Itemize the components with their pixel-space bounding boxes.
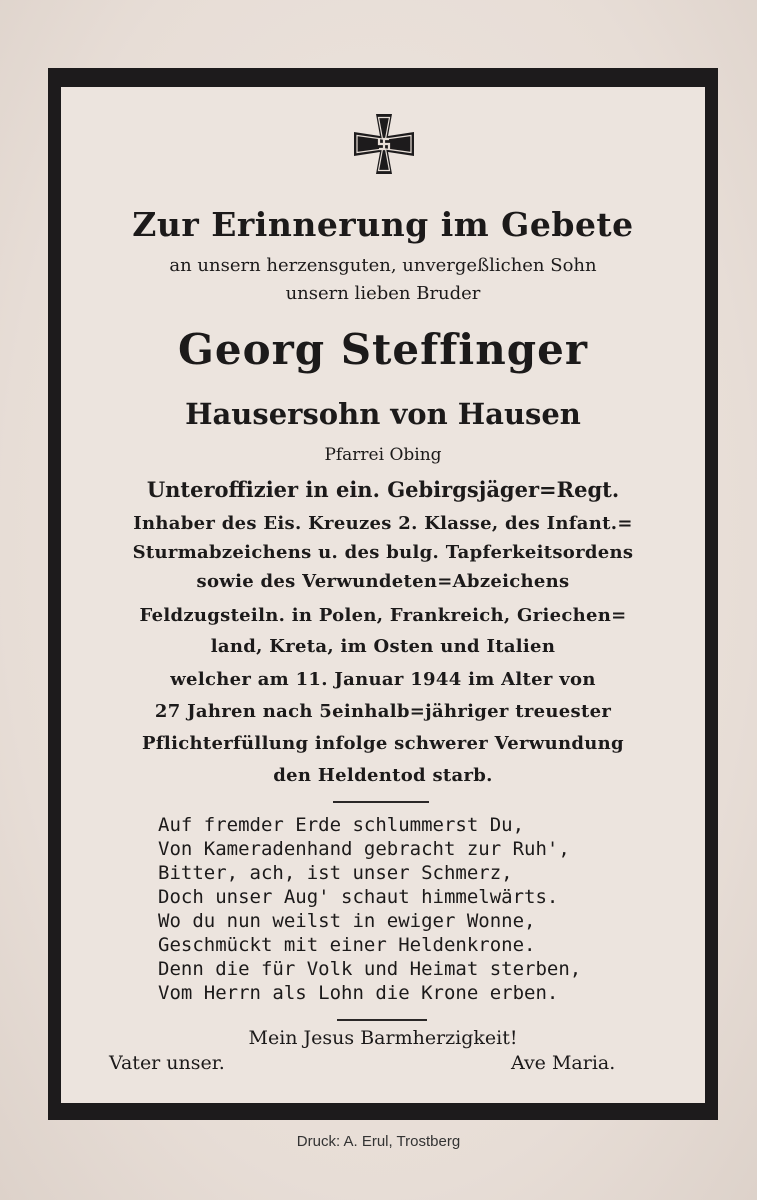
mourning-frame-left: [48, 68, 61, 1118]
poem-line: Vom Herrn als Lohn die Krone erben.: [158, 982, 559, 1004]
memorial-poem: [158, 813, 638, 1005]
prayer-line: Mein Jesus Barmherzigkeit!: [248, 1027, 518, 1049]
deceased-name: Georg Steffinger: [177, 325, 589, 374]
parish-line: Pfarrei Obing: [324, 445, 442, 465]
biography-line: Feldzugsteiln. in Polen, Frankreich, Griechen=: [139, 605, 627, 626]
biography-line: land, Kreta, im Osten und Italien: [210, 636, 556, 657]
dedication-line-2: unsern lieben Bruder: [285, 283, 481, 304]
biography-line: welcher am 11. Januar 1944 im Alter von: [170, 669, 596, 690]
dedication-line-1: an unsern herzensguten, unvergeßlichen Sohn: [169, 255, 597, 276]
poem-line: Von Kameradenhand gebracht zur Ruh',: [158, 838, 570, 860]
poem-line: Wo du nun weilst in ewiger Wonne,: [158, 910, 536, 932]
poem-line: Geschmückt mit einer Heldenkrone.: [158, 934, 536, 956]
biography-line: Inhaber des Eis. Kreuzes 2. Klasse, des Infant.=: [133, 513, 633, 534]
separator-rule: [333, 801, 429, 803]
mourning-frame-right: [705, 80, 718, 1120]
poem-line: Bitter, ach, ist unser Schmerz,: [158, 862, 513, 884]
poem-line: Denn die für Volk und Heimat sterben,: [158, 958, 582, 980]
biography-line: Sturmabzeichens u. des bulg. Tapferkeitsordens: [132, 542, 634, 563]
poem-line: Auf fremder Erde schlummerst Du,: [158, 814, 525, 836]
poem-line: Doch unser Aug' schaut himmelwärts.: [158, 886, 559, 908]
memorial-card-content: [61, 87, 705, 1103]
biography-line: Pflichterfüllung infolge schwerer Verwundung: [142, 733, 624, 754]
biography-line: sowie des Verwundeten=Abzeichens: [196, 571, 570, 592]
iron-cross-icon: [351, 111, 417, 177]
separator-rule: [337, 1019, 427, 1021]
biography-line: den Heldentod starb.: [273, 765, 493, 786]
rank-line: Unteroffizier in ein. Gebirgsjäger=Regt.: [146, 477, 620, 502]
footer-prayer-right: Ave Maria.: [511, 1052, 616, 1074]
biography-line: 27 Jahren nach 5einhalb=jähriger treuester: [154, 701, 612, 722]
mourning-frame-top: [48, 68, 718, 87]
mourning-frame-bottom: [48, 1103, 718, 1120]
footer-prayer-left: Vater unser.: [109, 1052, 225, 1074]
origin-line: Hausersohn von Hausen: [185, 397, 581, 431]
card-heading: Zur Erinnerung im Gebete: [132, 205, 634, 244]
printer-imprint: Druck: A. Erul, Trostberg: [296, 1133, 461, 1150]
